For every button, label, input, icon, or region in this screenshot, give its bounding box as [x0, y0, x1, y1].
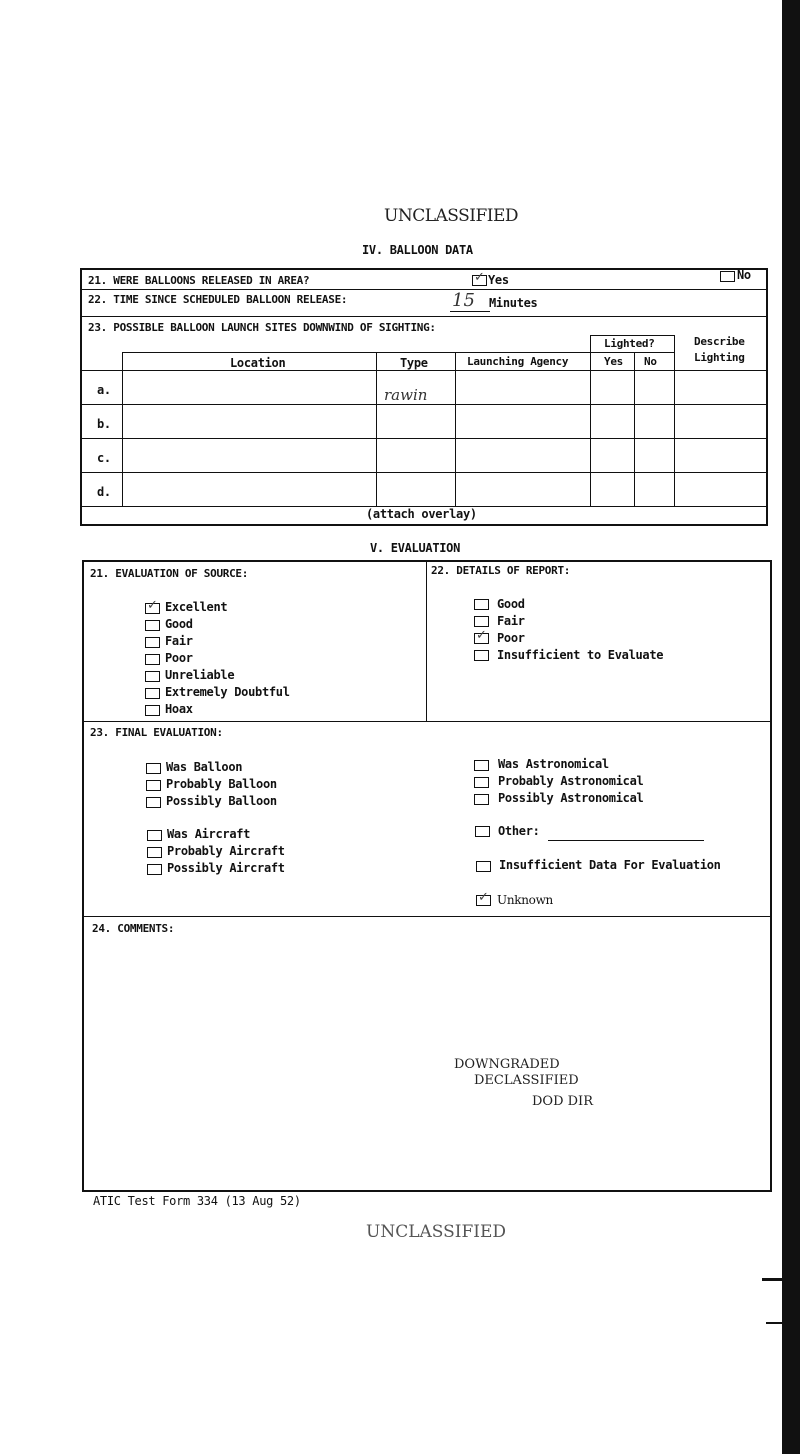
section-title-evaluation: V. EVALUATION [370, 541, 461, 555]
src-excellent-label: Excellent [165, 600, 228, 614]
src-fair-checkbox[interactable] [145, 637, 160, 648]
other-checkbox[interactable] [475, 826, 490, 837]
section-title-balloon: IV. BALLOON DATA [362, 243, 473, 257]
det-good-label: Good [497, 597, 525, 611]
was-aircraft-label: Was Aircraft [167, 827, 251, 841]
poss-balloon-checkbox[interactable] [146, 797, 161, 808]
was-balloon-checkbox[interactable] [146, 763, 161, 774]
det-fair-label: Fair [497, 614, 525, 628]
downgrade-stamp-line3: DOD DIR [532, 1094, 593, 1109]
row-label-b: b. [97, 417, 111, 431]
prob-aircraft-checkbox[interactable] [147, 847, 162, 858]
unknown-checkbox[interactable] [476, 895, 491, 906]
row-label-a: a. [97, 383, 111, 397]
det-poor-checkbox[interactable] [474, 633, 489, 644]
src-good-checkbox[interactable] [145, 620, 160, 631]
prob-balloon-checkbox[interactable] [146, 780, 161, 791]
downgrade-stamp-line2: DECLASSIFIED [474, 1073, 579, 1088]
col-location: Location [230, 356, 286, 370]
final-eval-label: 23. FINAL EVALUATION: [90, 726, 223, 739]
prob-astro-checkbox[interactable] [474, 777, 489, 788]
poss-aircraft-checkbox[interactable] [147, 864, 162, 875]
classification-stamp-bottom: UNCLASSIFIED [366, 1222, 507, 1242]
row-a-type[interactable]: rawin [384, 386, 428, 404]
src-unreliable-label: Unreliable [165, 668, 235, 682]
col-lighting: Lighting [694, 351, 745, 364]
insufficient-data-label: Insufficient Data For Evaluation [499, 858, 721, 872]
det-insufficient-label: Insufficient to Evaluate [497, 648, 664, 662]
det-poor-label: Poor [497, 631, 525, 645]
poss-astro-checkbox[interactable] [474, 794, 489, 805]
col-no: No [644, 355, 657, 368]
form-identifier: ATIC Test Form 334 (13 Aug 52) [93, 1194, 301, 1208]
poss-balloon-label: Possibly Balloon [166, 794, 277, 808]
attach-overlay: (attach overlay) [366, 507, 477, 521]
was-astro-checkbox[interactable] [474, 760, 489, 771]
row-label-c: c. [97, 451, 111, 465]
src-poor-checkbox[interactable] [145, 654, 160, 665]
poss-astro-label: Possibly Astronomical [498, 791, 644, 805]
src-doubtful-label: Extremely Doubtful [165, 685, 290, 699]
edge-mark-2 [766, 1322, 784, 1324]
was-balloon-label: Was Balloon [166, 760, 243, 774]
edge-mark-1 [762, 1278, 784, 1281]
src-excellent-checkbox[interactable] [145, 603, 160, 614]
q22-unit: Minutes [489, 296, 538, 310]
src-fair-label: Fair [165, 634, 193, 648]
was-astro-label: Was Astronomical [498, 757, 609, 771]
q23-label: 23. POSSIBLE BALLOON LAUNCH SITES DOWNWIND OF SIGHTING: [88, 321, 436, 334]
q21-yes-label: Yes [488, 273, 509, 287]
col-lighted: Lighted? [604, 337, 655, 350]
q21-no-checkbox[interactable] [720, 271, 735, 282]
src-doubtful-checkbox[interactable] [145, 688, 160, 699]
q21-label: 21. WERE BALLOONS RELEASED IN AREA? [88, 274, 310, 287]
det-insufficient-checkbox[interactable] [474, 650, 489, 661]
col-yes: Yes [604, 355, 623, 368]
unknown-label: Unknown [497, 893, 553, 907]
insufficient-data-checkbox[interactable] [476, 861, 491, 872]
det-fair-checkbox[interactable] [474, 616, 489, 627]
downgrade-stamp-line1: DOWNGRADED [454, 1057, 560, 1072]
col-describe: Describe [694, 335, 745, 348]
q22-value[interactable]: 15 [452, 290, 475, 311]
was-aircraft-checkbox[interactable] [147, 830, 162, 841]
prob-balloon-label: Probably Balloon [166, 777, 277, 791]
details-label: 22. DETAILS OF REPORT: [431, 564, 571, 577]
src-hoax-label: Hoax [165, 702, 193, 716]
det-good-checkbox[interactable] [474, 599, 489, 610]
q22-label: 22. TIME SINCE SCHEDULED BALLOON RELEASE: [88, 293, 348, 306]
classification-stamp-top: UNCLASSIFIED [384, 206, 519, 226]
scan-edge [782, 0, 800, 1454]
q21-no-label: No [737, 268, 751, 282]
comments-label: 24. COMMENTS: [92, 922, 175, 935]
src-good-label: Good [165, 617, 193, 631]
src-hoax-checkbox[interactable] [145, 705, 160, 716]
other-input-line[interactable] [548, 840, 704, 841]
row-label-d: d. [97, 485, 111, 499]
prob-aircraft-label: Probably Aircraft [167, 844, 285, 858]
other-label: Other: [498, 824, 540, 838]
src-unreliable-checkbox[interactable] [145, 671, 160, 682]
col-agency: Launching Agency [467, 355, 569, 368]
poss-aircraft-label: Possibly Aircraft [167, 861, 285, 875]
col-type: Type [400, 356, 428, 370]
eval-source-label: 21. EVALUATION OF SOURCE: [90, 567, 249, 580]
q21-yes-checkbox[interactable] [472, 275, 487, 286]
prob-astro-label: Probably Astronomical [498, 774, 644, 788]
src-poor-label: Poor [165, 651, 193, 665]
